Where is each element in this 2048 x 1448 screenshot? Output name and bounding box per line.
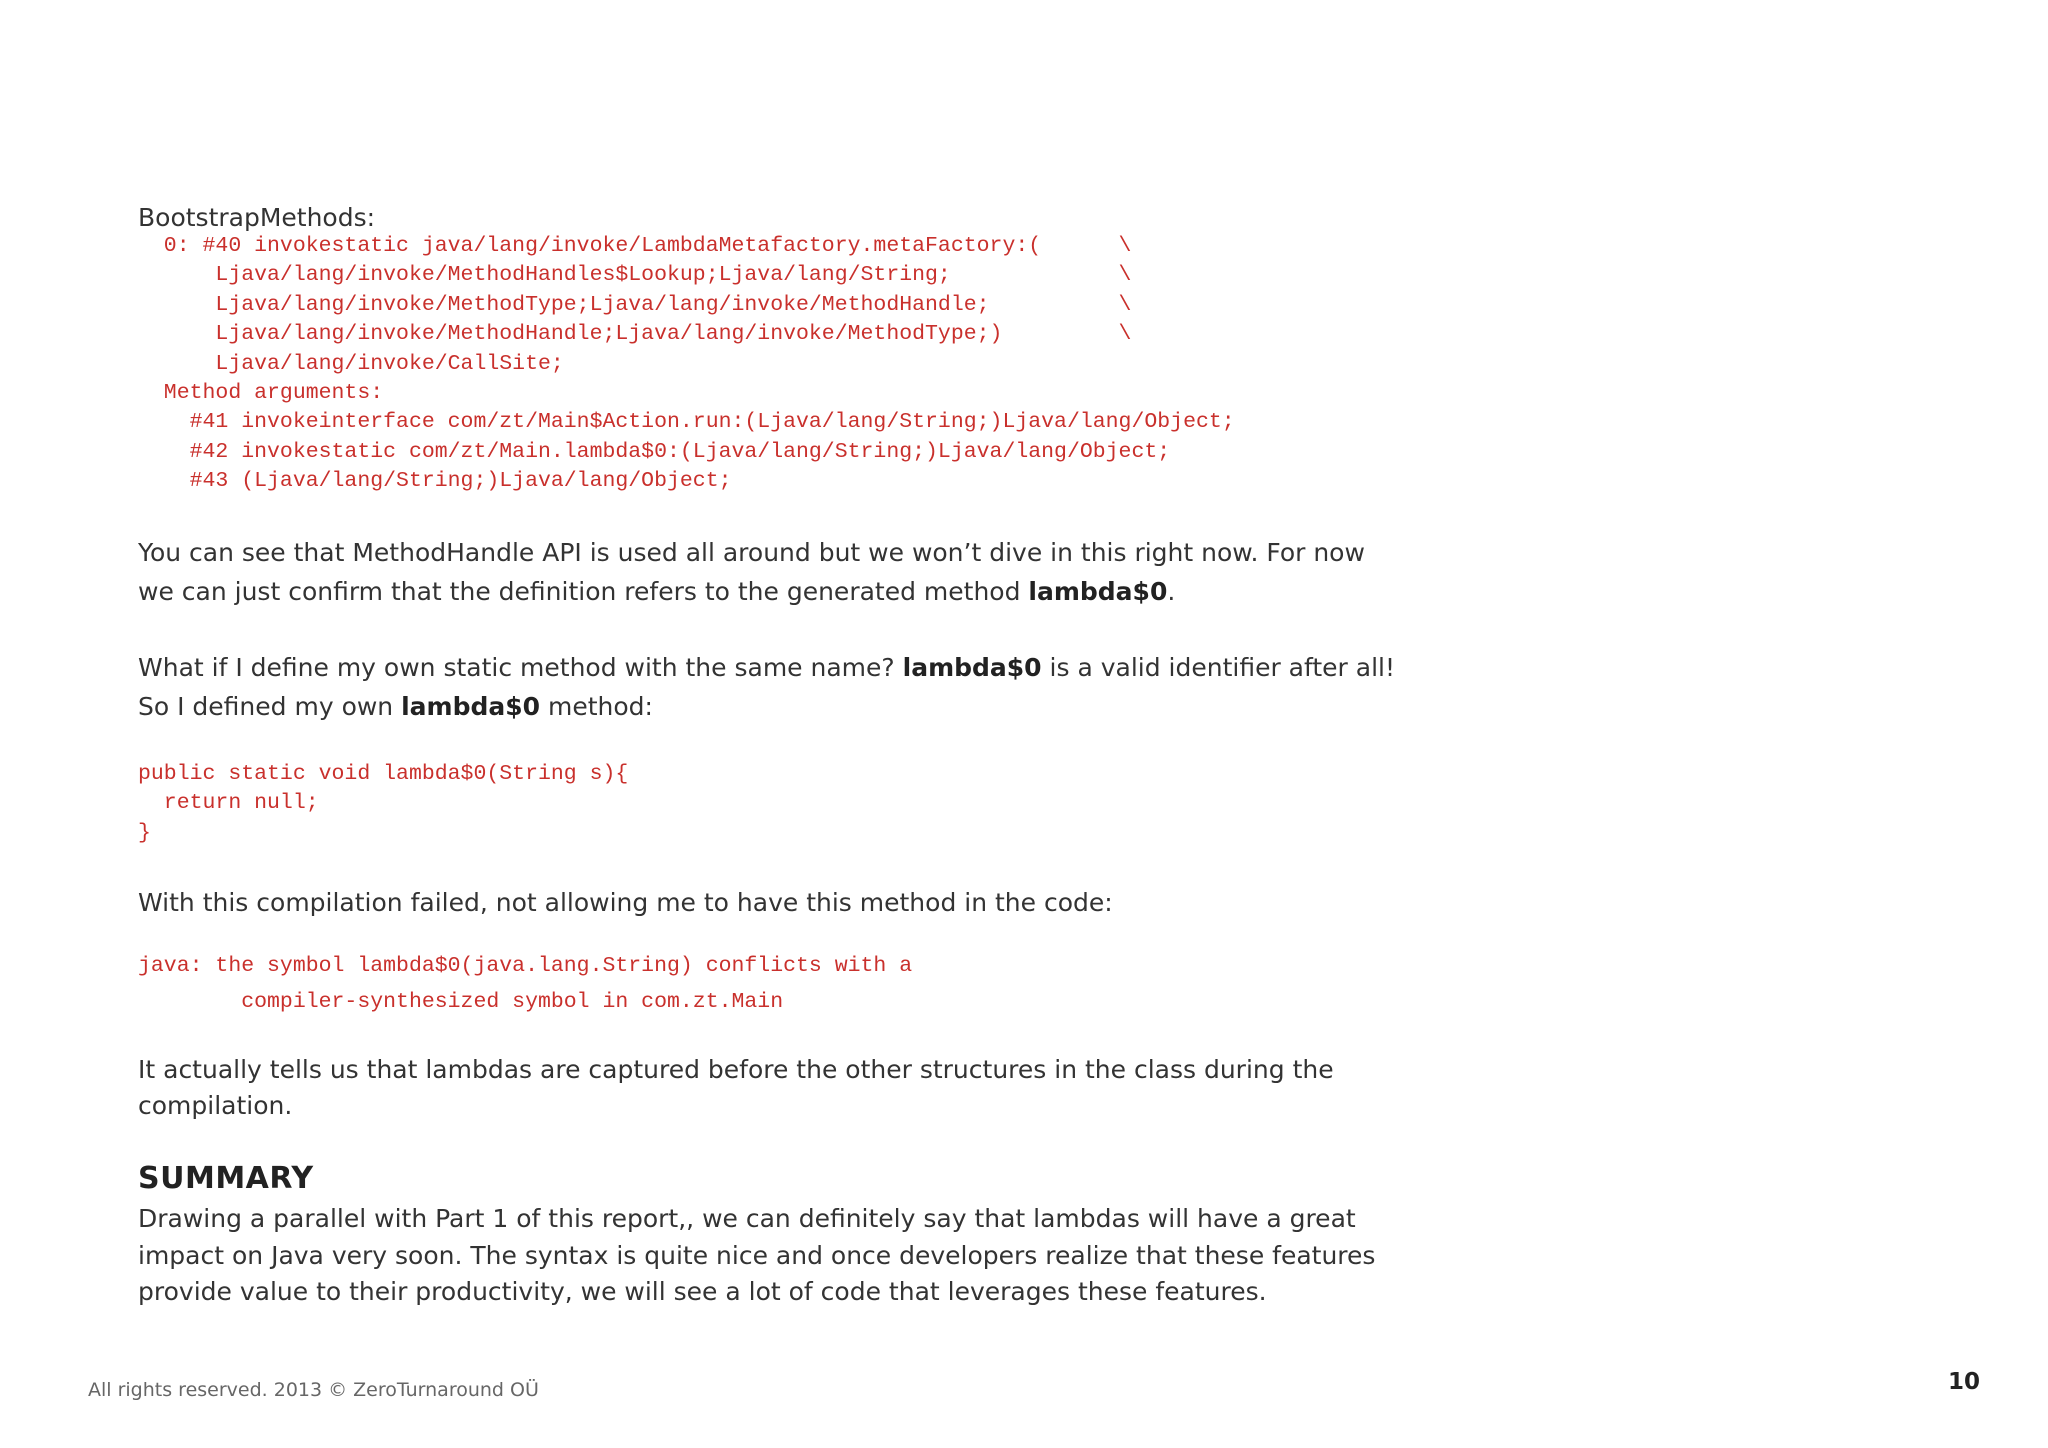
code-line: Method arguments: xyxy=(138,381,384,406)
lambda-method-code-block xyxy=(138,760,628,848)
paragraph-line: It actually tells us that lambdas are captured before the other structures in the class during the xyxy=(138,1055,1334,1084)
footer-copyright: All rights reserved. 2013 © ZeroTurnaround OÜ xyxy=(88,1379,539,1401)
paragraph-line: compilation. xyxy=(138,1091,293,1120)
paragraph-line: Drawing a parallel with Part 1 of this report,, we can definitely say that lambdas will have a great xyxy=(138,1204,1356,1233)
code-line: public static void lambda$0(String s){ xyxy=(138,762,629,786)
code-line: Ljava/lang/invoke/MethodHandle;Ljava/lang/invoke/MethodType;) \ xyxy=(138,322,1132,347)
code-line: java: the symbol lambda$0(java.lang.String) conflicts with a xyxy=(138,954,913,978)
bootstrap-label: BootstrapMethods: xyxy=(138,203,376,232)
paragraph-line: You can see that MethodHandle API is used all around but we won’t dive in this right now. For now xyxy=(138,538,1365,567)
code-line: Ljava/lang/invoke/CallSite; xyxy=(138,351,564,376)
summary-heading: SUMMARY xyxy=(138,1161,314,1196)
code-line: #42 invokestatic com/zt/Main.lambda$0:(Ljava/lang/String;)Ljava/lang/Object; xyxy=(138,439,1171,464)
paragraph-compilation-failed: With this compilation failed, not allowing me to have this method in the code: xyxy=(138,888,1113,917)
paragraph-line: impact on Java very soon. The syntax is quite nice and once developers realize that these features xyxy=(138,1240,1376,1270)
summary-paragraph xyxy=(138,1201,1375,1311)
code-line: #41 invokeinterface com/zt/Main$Action.run:(Ljava/lang/String;)Ljava/lang/Object; xyxy=(138,410,1235,435)
paragraph-line: we can just confirm that the definition refers to the generated method lambda$0. xyxy=(138,577,1176,606)
paragraph-line: So I defined my own lambda$0 method: xyxy=(138,692,653,721)
code-line: Ljava/lang/invoke/MethodType;Ljava/lang/invoke/MethodHandle; \ xyxy=(138,292,1132,317)
code-line: Ljava/lang/invoke/MethodHandles$Lookup;Ljava/lang/String; \ xyxy=(138,263,1132,288)
inline-code-bold: lambda$0 xyxy=(401,692,541,721)
code-line: 0: #40 invokestatic java/lang/invoke/LambdaMetafactory.metaFactory:( \ xyxy=(138,234,1132,258)
inline-code-bold: lambda$0 xyxy=(1028,577,1168,606)
bootstrap-code-block xyxy=(138,232,1235,497)
paragraph-define-method xyxy=(138,648,1395,726)
paragraph-line: provide value to their productivity, we will see a lot of code that leverages these features. xyxy=(138,1277,1267,1306)
paragraph-line: What if I define my own static method with the same name? lambda$0 is a valid identifier after all! xyxy=(138,653,1395,682)
page-number: 10 xyxy=(1947,1369,1980,1395)
code-line: return null; xyxy=(138,791,319,816)
code-line: #43 (Ljava/lang/String;)Ljava/lang/Object; xyxy=(138,469,732,494)
code-line: compiler-synthesized symbol in com.zt.Main xyxy=(138,990,784,1014)
compiler-error-code-block xyxy=(138,948,912,1020)
paragraph-lambdas-captured xyxy=(138,1052,1334,1124)
code-line: } xyxy=(138,820,151,845)
inline-code-bold: lambda$0 xyxy=(902,653,1042,682)
paragraph-methodhandle xyxy=(138,533,1365,611)
